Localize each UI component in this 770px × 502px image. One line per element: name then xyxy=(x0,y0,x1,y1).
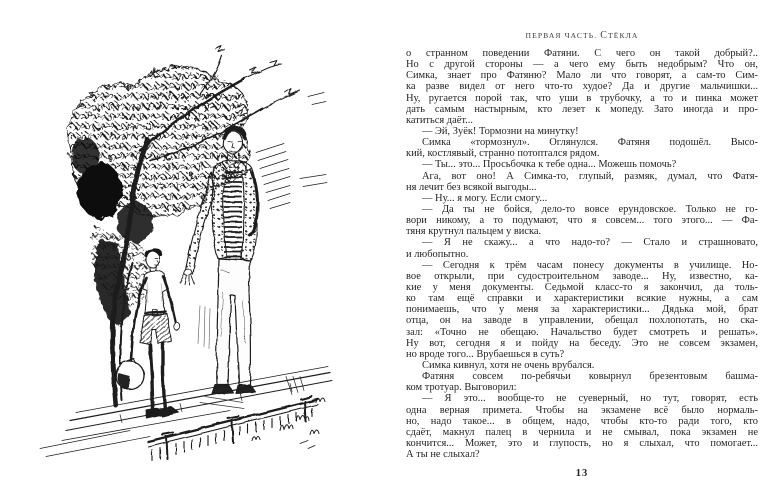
text-line: — Эй, Зуёк! Тормозни на минутку! xyxy=(422,125,579,137)
text-line: — Я не скажу... а что надо-то? — Стало и страшновато, xyxy=(422,237,758,249)
text-line: катиться даёт... xyxy=(406,114,473,126)
text-line: А ты не слыхал? xyxy=(406,449,480,461)
text-line: дать самым настырным, кто лезет к мопеду. Зато иногда и про- xyxy=(406,103,758,115)
running-head-part-label: ПЕРВАЯ ЧАСТЬ. xyxy=(525,31,598,40)
text-line: отца, он на заводе в управлении, обещал похлопотать, но ска- xyxy=(406,315,758,327)
text-line: ка разве видел от него что-то худое? Да и другие мальчишки... xyxy=(406,81,758,93)
text-line: Фатяня совсем по-ребячьи ковырнул брезентовым башма- xyxy=(422,371,758,383)
text-line: — Я это... вообще-то не суеверный, но тут, говорят, есть xyxy=(422,393,758,405)
text-line: Ну, ругается порой так, что уши в трубочку, а то и пинка может xyxy=(406,92,758,104)
text-line: Симка, знает про Фатяню? Мало ли что говорят, а сам-то Сим- xyxy=(406,70,758,82)
text-line: ня лечит без всякой выгоды... xyxy=(406,181,537,193)
text-line: Ну вот, сегодня я и пойду на беседу. Это не совсем экзамен, xyxy=(406,337,758,349)
text-line: Симка «тормознул». Оглянулся. Фатяня подошёл. Высо- xyxy=(422,137,758,149)
text-line: одна верная примета. Чтобы на экзамене всё было нормаль- xyxy=(406,404,758,416)
illustration-two-boys-by-tree xyxy=(36,24,366,469)
text-line: — Ну... я могу. Если смогу... xyxy=(422,192,548,204)
text-line: ко там ещё справки и характеристики всякие нужны, а сам xyxy=(406,293,758,305)
running-head xyxy=(406,25,758,43)
text-line: — Сегодня к трём часам понесу документы в училище. Но- xyxy=(422,259,758,271)
text-line: ком тротуар. Выговорил: xyxy=(406,382,517,394)
text-line: — Ты... это... Просьбочка к тебе одна... Можешь помочь? xyxy=(422,159,677,171)
text-line: о странном поведении Фатяни. С чего он такой добрый?.. xyxy=(406,48,758,59)
page-number: 13 xyxy=(575,468,589,479)
text-line: кий, костлявый, странно потоптался рядом. xyxy=(406,148,600,160)
text-line: кончится... Может, это и глупость, но я слыхал, что помогает... xyxy=(406,437,758,449)
running-head-title-initial: С xyxy=(600,30,608,41)
text-line: тяня крутнул пальцем у виска. xyxy=(406,226,542,238)
page-text xyxy=(406,48,758,460)
right-page xyxy=(406,0,758,502)
text-line: Ага, вот оно! А Симка-то, глупый, размяк, думал, что Фатя- xyxy=(422,170,758,182)
running-head-title-rest: ТЁКЛА xyxy=(607,31,639,40)
text-line: но, надо такое... в общем, надо, чтобы кто-то ради того, кто xyxy=(406,415,758,427)
text-line: понимаешь, что у меня за характеристики... Дядька мой, брат xyxy=(406,304,758,316)
text-line: и любопытно. xyxy=(406,248,469,260)
text-line: Но с другой стороны — а чего ему быть недобрым? Что он, xyxy=(406,59,758,71)
text-line: Симка кивнул, хотя не очень врубался. xyxy=(422,359,595,371)
text-line: но вроде того... Врубаешься в суть? xyxy=(406,348,565,360)
text-line: сдаёт, макнул палец в чернила и не смывал, пока экзамен не xyxy=(406,426,758,438)
text-line: зал: «Точно не обещаю. Начальство будет смотреть и решать». xyxy=(406,326,758,338)
text-line: вое открыли, при судостроительном заводе... Ну, известно, ка- xyxy=(406,270,758,282)
text-line: — Да ты не бойся, дело-то вовсе ерундовское. Только не го- xyxy=(422,203,758,215)
text-line: кие у меня документы. Седьмой класс-то я закончил, да толь- xyxy=(406,281,758,293)
text-line: вори никому, а то подумают, что я совсем... того этого... — Фа- xyxy=(406,215,758,227)
